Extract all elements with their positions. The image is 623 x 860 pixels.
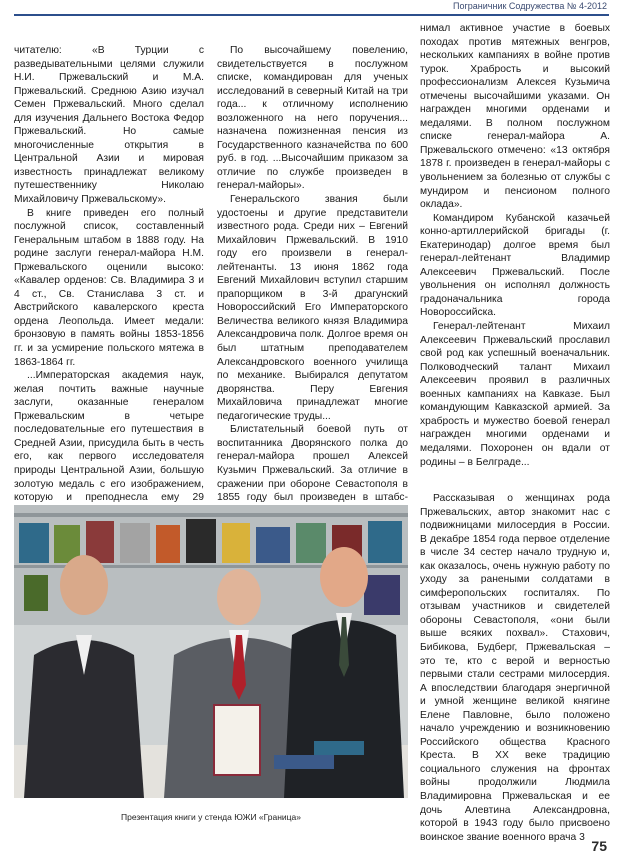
- presentation-photo: [14, 505, 408, 798]
- paragraph: нимал активное участие в боевых походах против мятежных венгров, нескольких кампаниях в войне против турок. Храбрость и высокий профессионализм Алексея Кузьмича отмечены высочайшими указами. Он награжден многими орденами и медалями. В полном послужном списке генерал-майора А. Пржевальского отмечено: «13 октября 1878 г. произведен в генерал-майоры с увольнением за болезнью от службы с мундиром и пенсионом полного оклада».: [420, 23, 610, 211]
- journal-title: Пограничник Содружества № 4-2012: [447, 1, 607, 11]
- paragraph: По высочайшему повелению, свидетельствуется в послужном списке, командирован для ученых исследований в северный Китай на три года... к отличному исполнению возложенного на него поручения... назначена пожизненная пенсия из Государственного казначейства по 600 руб. в год. ...Высочайшим приказом за отличие по службе произведен в генерал-майоры».: [217, 45, 408, 192]
- paragraph: Блистательный боевой путь от воспитанника Дворянского полка до генерал-майора прошел Алексей Кузьмич Пржевальский. За отличие в сражении при обороне Севастополя в 1855 году был произведен в штабс-: [217, 424, 408, 504]
- text-column-3-bottom: [420, 492, 610, 844]
- paragraph: читателю: «В Турции с разведывательными целями служили Н.И. Пржевальский и М.А. Пржевальский. Среднюю Азию изучал Семен Пржевальский. Много сделал для изучения Дальнего Востока Федор Пржевальский. Но самые многочисленные открытия в Центральной Азии и мировая известность принадлежат великому путешественнику Николаю Михайловичу Пржевальскому».: [14, 45, 204, 206]
- photo-caption: Презентация книги у стенда ЮЖИ «Граница»: [121, 812, 301, 822]
- paragraph: Командиром Кубанской казачьей конно-артиллерийской бригады (г. Екатеринодар) долгое время был генерал-лейтенант Владимир Алексеевич Пржевальский. После увольнения он исполнял должность градоначальника города Новороссийска.: [420, 212, 610, 319]
- page-number: 75: [591, 838, 607, 854]
- paragraph: Рассказывая о женщинах рода Пржевальских, автор знакомит нас с подвижницами милосердия в России. В декабре 1854 года первое отделение в числе 34 сестер начало трудную и, как оказалось, очень нужную работу по уходу за ранеными солдатами в симферопольских госпиталях. По отзывам участников и свидетелей обороны Севастополя, «они были выше всяких похвал». Стахович, Бибикова, Будберг, Пржевальская – это те, кто с верой и верностью первыми стали сестрами милосердия. А впоследствии благодаря энергичной и умной женщине великой княгине Елене Павловне, было положено начало учреждению и возникновению Российского общества Красного Креста. В XX веке традицию социального служения на фронтах войны продолжили Людмила Владимировна Пржевальская и ее дочь Алевтина Александровна, которой в 1943 году было присвоено воинское звание военного врача 3: [420, 493, 610, 843]
- paragraph: Генеральского звания были удостоены и другие представители известного рода. Среди них – Евгений Михайлович Пржевальский. В 1910 году его произвели в генерал-лейтенанты. 13 июня 1862 года Евгений Михайлович вступил старшим прапорщиком в 3-й драгунский Новороссийский Его Императорского Величества великого князя Владимира Александровича полк. Долгое время он был штатным преподавателем Александровского военного училища по механике. Выбирался депутатом дворянства. Перу Евгения Михайловича принадлежат многие педагогические труды...: [217, 194, 408, 422]
- photo-illustration: [14, 505, 408, 798]
- text-column-1: [14, 44, 204, 518]
- running-header: [0, 0, 623, 22]
- text-column-3-top: [420, 22, 610, 469]
- text-column-2: [217, 44, 408, 518]
- paragraph: В книге приведен его полный послужной список, составленный Генеральным штабом в 1888 году. На родине заслуги генерал-майора Н.М. Пржевальского оценили высоко: «Кавалер орденов: Св. Владимира 3 и 4 ст., Св. Станислава 3 ст. и Австрийского кавалерского креста ордена Леопольда. Имеет медали: бронзовую в память войны 1853-1856 гг. и за усмирение польского мятежа в 1863-1864 гг.: [14, 207, 204, 368]
- paragraph: Генерал-лейтенант Михаил Алексеевич Пржевальский прославил свой род как успешный военачальник. Полководческий талант Михаил Алексеевич проявил в различных военных кампаниях на Кавказе. Был командующим Кавказской армией. За храбрость и мужество боевой генерал награжден многими орденами и медалями. Похоронен он вдали от родины – в Белграде...: [420, 321, 610, 468]
- paragraph: ...Императорская академия наук, желая почтить важные научные заслуги, оказанные генералом Пржевальским в четыре последовательные его путешествия в Средней Азии, присудила быть в честь его, как первого исследователя природы Центральной Азии, большую золотую медаль с его изображением, которую и преподнесла ему 29: [14, 370, 204, 504]
- header-rule: [14, 14, 609, 16]
